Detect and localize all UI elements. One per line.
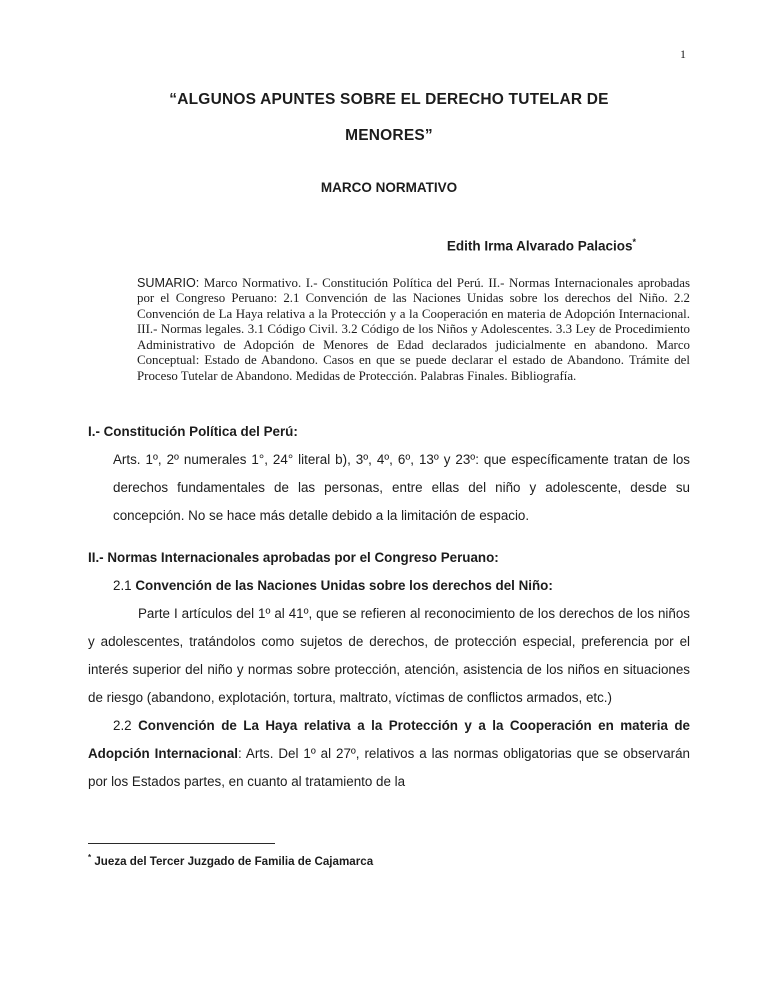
subsection-2-2-number: 2.2 (113, 717, 139, 733)
footnote-content: Jueza del Tercer Juzgado de Familia de Cajamarca (91, 854, 374, 868)
subsection-2-2-title: Convención de La Haya relativa a la Protección y a la Cooperación en materia de Adopción Internacional (88, 717, 690, 761)
document-subtitle: MARCO NORMATIVO (320, 180, 458, 195)
subsection-2-1-heading (113, 572, 690, 600)
author-footnote-mark: * (632, 237, 636, 247)
subsection-2-2-text: : Arts. Del 1º al 27º, relativos a las normas obligatorias que se observarán por los Estados partes, en cuanto al tratamiento de la (88, 745, 690, 789)
page-number: 1 (680, 47, 686, 61)
subsection-2-2-paragraph (88, 712, 690, 796)
subsection-2-1-number: 2.1 (113, 577, 136, 593)
sumario-text: Marco Normativo. I.- Constitución Política del Perú. II.- Normas Internacionales aprobadas por el Congreso Peruano: 2.1 Convención de las Naciones Unidas sobre los derechos del Niño. 2.2 Convención de La Haya relativa a la Protección y a la Cooperación en materia de Adopción Internacional. III.- Normas legales. 3.1 Código Civil. 3.2 Código de los Niños y Adolescentes. 3.3 Ley de Procedimiento Administrativo de Adopción de Menores de Edad declarados judicialmente en abandono. Marco Conceptual: Estado de Abandono. Casos en que se puede declarar el estado de Abandono. Trámite del Proceso Tutelar de Abandono. Medidas de Protección. Palabras Finales. Bibliografía. (137, 275, 690, 384)
sumario-block (137, 276, 690, 385)
subsection-2-1-title: Convención de las Naciones Unidas sobre los derechos del Niño: (135, 577, 553, 593)
subsection-2-1-paragraph: Parte I artículos del 1º al 41º, que se refieren al reconocimiento de los derechos de los niños y adolescentes, tratándolos como sujetos de derechos, de protección especial, preferencia por el interés superior del niño y normas sobre protección, atención, asistencia de los niños en situaciones de riesgo (abandono, explotación, tortura, maltrato, víctimas de conflictos armados, etc.) (88, 605, 690, 705)
section-2-heading: II.- Normas Internacionales aprobadas por el Congreso Peruano: (88, 549, 499, 565)
author-line (88, 234, 690, 255)
footnote-separator-rule (88, 843, 275, 844)
document-title-line-1: “ALGUNOS APUNTES SOBRE EL DERECHO TUTELAR DE (169, 91, 609, 108)
section-1-heading: I.- Constitución Política del Perú: (88, 423, 298, 439)
section-1-paragraph: Arts. 1º, 2º numerales 1°, 24° literal b), 3º, 4º, 6º, 13º y 23º: que específicamente tratan de los derechos fundamentales de las personas, entre ellas del niño y adolescente, desde su concepción. No se hace más detalle debido a la limitación de espacio. (113, 451, 690, 523)
footnote-area (88, 843, 690, 869)
footnote-text (88, 850, 690, 869)
footnote-mark: * (88, 853, 92, 862)
document-title-line-2: MENORES” (345, 127, 433, 144)
sumario-label: SUMARIO: (137, 275, 200, 290)
document-title (88, 82, 690, 154)
author-name: Edith Irma Alvarado Palacios (446, 238, 633, 254)
